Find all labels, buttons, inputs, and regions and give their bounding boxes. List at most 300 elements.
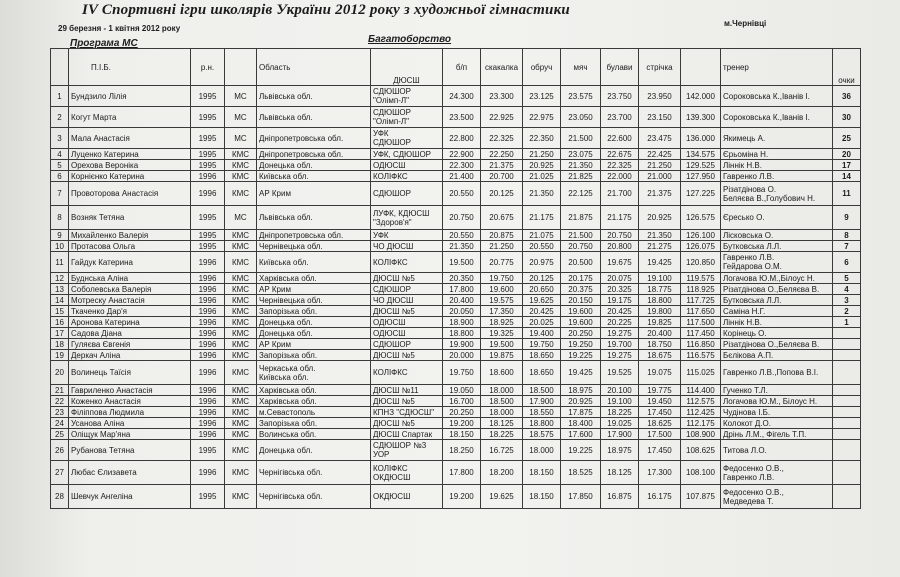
team-points bbox=[833, 339, 861, 350]
table-row bbox=[51, 107, 861, 128]
score-clubs: 22.000 bbox=[601, 171, 639, 182]
score-ribbon: 19.425 bbox=[639, 252, 681, 273]
score-ribbon: 23.950 bbox=[639, 86, 681, 107]
score-ribbon: 19.825 bbox=[639, 317, 681, 328]
sport-rank: КМС bbox=[225, 317, 257, 328]
table-row bbox=[51, 171, 861, 182]
table-row bbox=[51, 252, 861, 273]
athlete-name: Філіппова Людмила bbox=[69, 407, 191, 418]
score-bp: 20.350 bbox=[443, 273, 481, 284]
coach bbox=[721, 182, 833, 206]
team-points: 20 bbox=[833, 149, 861, 160]
score-bp: 22.300 bbox=[443, 160, 481, 171]
school-line: ЧО ДЮСШ bbox=[373, 295, 414, 305]
region bbox=[257, 418, 371, 429]
school bbox=[371, 385, 443, 396]
table-row bbox=[51, 128, 861, 149]
school-line: ДЮСШ №5 bbox=[373, 273, 415, 283]
score-ribbon: 16.175 bbox=[639, 485, 681, 509]
sport-rank: КМС bbox=[225, 160, 257, 171]
athlete-name: Корнієнко Катерина bbox=[69, 171, 191, 182]
coach-line: Різатдінова О. bbox=[723, 184, 777, 194]
birth-year: 1996 bbox=[191, 295, 225, 306]
score-bp: 20.400 bbox=[443, 295, 481, 306]
score-ribbon: 21.000 bbox=[639, 171, 681, 182]
score-ribbon: 23.475 bbox=[639, 128, 681, 149]
score-ball: 23.575 bbox=[561, 86, 601, 107]
sport-rank: КМС bbox=[225, 396, 257, 407]
score-ball: 19.250 bbox=[561, 339, 601, 350]
row-number: 24 bbox=[51, 418, 69, 429]
school bbox=[371, 440, 443, 461]
coach bbox=[721, 317, 833, 328]
region bbox=[257, 128, 371, 149]
score-hoop: 18.650 bbox=[523, 361, 561, 385]
birth-year: 1995 bbox=[191, 230, 225, 241]
region-line: Львівська обл. bbox=[259, 213, 313, 222]
region-line: Черкаська обл. bbox=[259, 363, 316, 373]
athlete-name: Коженко Анастасія bbox=[69, 396, 191, 407]
team-points bbox=[833, 396, 861, 407]
row-number: 11 bbox=[51, 252, 69, 273]
total-score: 136.000 bbox=[681, 128, 721, 149]
row-number: 20 bbox=[51, 361, 69, 385]
sport-rank: КМС bbox=[225, 149, 257, 160]
sport-rank: КМС bbox=[225, 230, 257, 241]
school-line: УФК bbox=[373, 230, 389, 240]
coach bbox=[721, 295, 833, 306]
score-rope: 20.775 bbox=[481, 252, 523, 273]
score-ribbon: 18.675 bbox=[639, 350, 681, 361]
region-line: Київська обл. bbox=[259, 257, 309, 267]
region bbox=[257, 461, 371, 485]
score-clubs: 19.275 bbox=[601, 328, 639, 339]
birth-year: 1996 bbox=[191, 328, 225, 339]
score-clubs: 17.900 bbox=[601, 429, 639, 440]
birth-year: 1995 bbox=[191, 206, 225, 230]
score-hoop: 21.025 bbox=[523, 171, 561, 182]
coach-line: Логачова Ю.М., Білоус Н. bbox=[723, 396, 818, 406]
score-ribbon: 21.350 bbox=[639, 230, 681, 241]
score-rope: 18.600 bbox=[481, 361, 523, 385]
score-ribbon: 19.100 bbox=[639, 273, 681, 284]
coach-line: Ліннік Н.В. bbox=[723, 160, 762, 170]
total-score: 117.450 bbox=[681, 328, 721, 339]
score-ball: 20.150 bbox=[561, 295, 601, 306]
score-bp: 19.200 bbox=[443, 418, 481, 429]
score-ribbon: 21.375 bbox=[639, 182, 681, 206]
region bbox=[257, 485, 371, 509]
table-row bbox=[51, 396, 861, 407]
row-number: 23 bbox=[51, 407, 69, 418]
school bbox=[371, 149, 443, 160]
sport-rank: КМС bbox=[225, 350, 257, 361]
coach bbox=[721, 306, 833, 317]
coach-line: Лісковська О. bbox=[723, 230, 774, 240]
score-hoop: 22.350 bbox=[523, 128, 561, 149]
score-clubs: 18.975 bbox=[601, 440, 639, 461]
coach bbox=[721, 86, 833, 107]
score-hoop: 21.250 bbox=[523, 149, 561, 160]
school-line: ДЮСШ №5 bbox=[373, 350, 415, 360]
athlete-name: Буднська Аліна bbox=[69, 273, 191, 284]
school-line: ОДЮСШ bbox=[373, 317, 406, 327]
row-number: 22 bbox=[51, 396, 69, 407]
score-rope: 20.675 bbox=[481, 206, 523, 230]
score-ball: 21.350 bbox=[561, 160, 601, 171]
score-clubs: 19.525 bbox=[601, 361, 639, 385]
coach-line: Сороковська К.,Іванів І. bbox=[723, 112, 810, 122]
score-clubs: 18.225 bbox=[601, 407, 639, 418]
coach-line: Гавренко Л.В. bbox=[723, 253, 775, 262]
athlete-name: Аронова Катерина bbox=[69, 317, 191, 328]
athlete-name: Соболевська Валерія bbox=[69, 284, 191, 295]
team-points: 5 bbox=[833, 273, 861, 284]
coach-line: Гейдарова О.М. bbox=[723, 262, 782, 271]
team-points: 11 bbox=[833, 182, 861, 206]
school bbox=[371, 461, 443, 485]
birth-year: 1996 bbox=[191, 461, 225, 485]
row-number: 1 bbox=[51, 86, 69, 107]
row-number: 14 bbox=[51, 295, 69, 306]
sport-rank: КМС bbox=[225, 407, 257, 418]
school bbox=[371, 171, 443, 182]
region bbox=[257, 160, 371, 171]
score-ribbon: 19.075 bbox=[639, 361, 681, 385]
region bbox=[257, 241, 371, 252]
score-clubs: 20.325 bbox=[601, 284, 639, 295]
total-score: 142.000 bbox=[681, 86, 721, 107]
school bbox=[371, 407, 443, 418]
school bbox=[371, 339, 443, 350]
score-bp: 20.050 bbox=[443, 306, 481, 317]
score-hoop: 19.400 bbox=[523, 328, 561, 339]
athlete-name: Рубанова Тетяна bbox=[69, 440, 191, 461]
row-number: 9 bbox=[51, 230, 69, 241]
table-row bbox=[51, 440, 861, 461]
total-score: 117.650 bbox=[681, 306, 721, 317]
region-line: АР Крим bbox=[259, 339, 291, 349]
school bbox=[371, 230, 443, 241]
coach-line: Ліннік Н.В. bbox=[723, 317, 762, 327]
score-bp: 17.800 bbox=[443, 461, 481, 485]
col-ball: мяч bbox=[561, 49, 601, 86]
event-city: м.Чернівці bbox=[724, 19, 767, 28]
coach-line: Титова Л.О. bbox=[723, 445, 767, 455]
col-ribbon: стрічка bbox=[639, 49, 681, 86]
table-row bbox=[51, 273, 861, 284]
score-clubs: 23.700 bbox=[601, 107, 639, 128]
score-clubs: 20.075 bbox=[601, 273, 639, 284]
school bbox=[371, 182, 443, 206]
row-number: 12 bbox=[51, 273, 69, 284]
coach bbox=[721, 328, 833, 339]
athlete-name: Провоторова Анастасія bbox=[69, 182, 191, 206]
score-ball: 21.875 bbox=[561, 206, 601, 230]
sport-rank: КМС bbox=[225, 385, 257, 396]
birth-year: 1995 bbox=[191, 128, 225, 149]
score-bp: 19.900 bbox=[443, 339, 481, 350]
region-line: Дніпропетровська обл. bbox=[259, 133, 344, 143]
team-points: 8 bbox=[833, 230, 861, 241]
coach bbox=[721, 440, 833, 461]
table-row bbox=[51, 284, 861, 295]
score-rope: 19.500 bbox=[481, 339, 523, 350]
region-line: Дніпропетровська обл. bbox=[259, 230, 344, 240]
score-rope: 19.750 bbox=[481, 273, 523, 284]
region-line: Волинська обл. bbox=[259, 429, 317, 439]
school bbox=[371, 295, 443, 306]
team-points: 17 bbox=[833, 160, 861, 171]
row-number: 28 bbox=[51, 485, 69, 509]
region bbox=[257, 86, 371, 107]
school-line: ДЮСШ №5 bbox=[373, 418, 415, 428]
sport-rank: КМС bbox=[225, 339, 257, 350]
athlete-name: Когут Марта bbox=[69, 107, 191, 128]
score-hoop: 18.575 bbox=[523, 429, 561, 440]
coach bbox=[721, 252, 833, 273]
row-number: 13 bbox=[51, 284, 69, 295]
sport-rank: КМС bbox=[225, 328, 257, 339]
total-score: 117.500 bbox=[681, 317, 721, 328]
score-clubs: 19.275 bbox=[601, 350, 639, 361]
coach bbox=[721, 339, 833, 350]
score-hoop: 22.975 bbox=[523, 107, 561, 128]
score-ribbon: 17.450 bbox=[639, 407, 681, 418]
score-clubs: 20.750 bbox=[601, 230, 639, 241]
score-bp: 22.800 bbox=[443, 128, 481, 149]
school bbox=[371, 206, 443, 230]
score-ball: 18.400 bbox=[561, 418, 601, 429]
score-ball: 21.825 bbox=[561, 171, 601, 182]
school-line: СДЮШОР bbox=[373, 339, 411, 349]
score-hoop: 20.925 bbox=[523, 160, 561, 171]
score-ribbon: 17.300 bbox=[639, 461, 681, 485]
region bbox=[257, 295, 371, 306]
school-line: ДЮСШ №11 bbox=[373, 385, 419, 395]
score-clubs: 19.100 bbox=[601, 396, 639, 407]
score-clubs: 20.425 bbox=[601, 306, 639, 317]
school-line: "Олімп-Л" bbox=[373, 117, 410, 126]
school bbox=[371, 86, 443, 107]
row-number: 10 bbox=[51, 241, 69, 252]
sport-rank: КМС bbox=[225, 241, 257, 252]
score-clubs: 22.325 bbox=[601, 160, 639, 171]
sport-rank: КМС bbox=[225, 429, 257, 440]
score-bp: 16.700 bbox=[443, 396, 481, 407]
region-line: Запорізька обл. bbox=[259, 350, 318, 360]
score-hoop: 20.125 bbox=[523, 273, 561, 284]
total-score: 126.575 bbox=[681, 206, 721, 230]
total-score: 129.525 bbox=[681, 160, 721, 171]
school bbox=[371, 252, 443, 273]
score-hoop: 21.350 bbox=[523, 182, 561, 206]
col-rope: скакалка bbox=[481, 49, 523, 86]
score-bp: 20.550 bbox=[443, 182, 481, 206]
score-hoop: 20.650 bbox=[523, 284, 561, 295]
school bbox=[371, 160, 443, 171]
region bbox=[257, 230, 371, 241]
score-rope: 19.625 bbox=[481, 485, 523, 509]
coach-line: Бєлікова А.П. bbox=[723, 350, 774, 360]
coach-line: Сороковська К.,Іванів І. bbox=[723, 91, 810, 101]
region-line: Донецька обл. bbox=[259, 328, 313, 338]
score-ribbon: 18.625 bbox=[639, 418, 681, 429]
score-bp: 22.900 bbox=[443, 149, 481, 160]
score-hoop: 18.650 bbox=[523, 350, 561, 361]
region bbox=[257, 317, 371, 328]
col-total bbox=[681, 49, 721, 86]
sport-rank: КМС bbox=[225, 273, 257, 284]
birth-year: 1995 bbox=[191, 485, 225, 509]
team-points: 25 bbox=[833, 128, 861, 149]
region-line: Харківська обл. bbox=[259, 396, 317, 406]
school-line: КОЛІФКС bbox=[373, 171, 408, 181]
school bbox=[371, 306, 443, 317]
row-number: 15 bbox=[51, 306, 69, 317]
col-region: Область bbox=[257, 49, 371, 86]
score-clubs: 20.225 bbox=[601, 317, 639, 328]
region-line: АР Крим bbox=[259, 284, 291, 294]
sport-rank: МС bbox=[225, 206, 257, 230]
birth-year: 1996 bbox=[191, 350, 225, 361]
school-line: СДЮШОР bbox=[373, 284, 411, 294]
coach bbox=[721, 385, 833, 396]
table-row bbox=[51, 485, 861, 509]
table-row bbox=[51, 206, 861, 230]
coach bbox=[721, 273, 833, 284]
col-rank bbox=[225, 49, 257, 86]
coach bbox=[721, 407, 833, 418]
score-ball: 18.975 bbox=[561, 385, 601, 396]
score-bp: 19.750 bbox=[443, 361, 481, 385]
col-points: очки bbox=[833, 49, 861, 86]
coach-line: Якимець А. bbox=[723, 133, 766, 143]
score-rope: 22.325 bbox=[481, 128, 523, 149]
athlete-name: Садова Діана bbox=[69, 328, 191, 339]
team-points bbox=[833, 429, 861, 440]
score-bp: 19.050 bbox=[443, 385, 481, 396]
birth-year: 1996 bbox=[191, 284, 225, 295]
score-ball: 19.425 bbox=[561, 361, 601, 385]
birth-year: 1996 bbox=[191, 252, 225, 273]
score-ribbon: 22.425 bbox=[639, 149, 681, 160]
region bbox=[257, 440, 371, 461]
birth-year: 1996 bbox=[191, 182, 225, 206]
score-rope: 22.250 bbox=[481, 149, 523, 160]
region bbox=[257, 182, 371, 206]
birth-year: 1996 bbox=[191, 171, 225, 182]
score-ball: 21.500 bbox=[561, 128, 601, 149]
table-row bbox=[51, 241, 861, 252]
school bbox=[371, 429, 443, 440]
coach bbox=[721, 149, 833, 160]
score-rope: 20.700 bbox=[481, 171, 523, 182]
region-line: Дніпропетровська обл. bbox=[259, 149, 344, 159]
team-points bbox=[833, 385, 861, 396]
athlete-name: Любас Єлизавета bbox=[69, 461, 191, 485]
total-score: 108.900 bbox=[681, 429, 721, 440]
score-hoop: 19.625 bbox=[523, 295, 561, 306]
sport-rank: КМС bbox=[225, 418, 257, 429]
score-bp: 20.750 bbox=[443, 206, 481, 230]
section-label: Багатоборство bbox=[368, 34, 452, 45]
total-score: 127.950 bbox=[681, 171, 721, 182]
col-name: П.І.Б. bbox=[69, 49, 191, 86]
school-line: ОДЮСШ bbox=[373, 160, 406, 170]
score-rope: 18.200 bbox=[481, 461, 523, 485]
row-number: 6 bbox=[51, 171, 69, 182]
table-row bbox=[51, 317, 861, 328]
coach bbox=[721, 230, 833, 241]
score-clubs: 21.700 bbox=[601, 182, 639, 206]
region-line: Донецька обл. bbox=[259, 317, 313, 327]
sport-rank: МС bbox=[225, 86, 257, 107]
school-line: КОЛІФКС bbox=[373, 368, 408, 377]
region-line: Чернігівська обл. bbox=[259, 468, 323, 477]
coach-line: Саміна Н.Г. bbox=[723, 306, 766, 316]
score-ribbon: 17.500 bbox=[639, 429, 681, 440]
school bbox=[371, 418, 443, 429]
coach bbox=[721, 429, 833, 440]
school bbox=[371, 350, 443, 361]
score-bp: 18.150 bbox=[443, 429, 481, 440]
table-row bbox=[51, 418, 861, 429]
coach-line: Дрінь Л.М., Фігель Т.П. bbox=[723, 429, 807, 439]
coach bbox=[721, 461, 833, 485]
total-score: 116.575 bbox=[681, 350, 721, 361]
coach-line: Єресько О. bbox=[723, 213, 765, 222]
score-ball: 23.075 bbox=[561, 149, 601, 160]
school-line: ЧО ДЮСШ bbox=[373, 241, 414, 251]
score-rope: 17.350 bbox=[481, 306, 523, 317]
score-hoop: 19.750 bbox=[523, 339, 561, 350]
score-rope: 22.925 bbox=[481, 107, 523, 128]
score-rope: 21.250 bbox=[481, 241, 523, 252]
row-number: 7 bbox=[51, 182, 69, 206]
team-points bbox=[833, 418, 861, 429]
score-ribbon: 21.275 bbox=[639, 241, 681, 252]
table-row bbox=[51, 86, 861, 107]
region bbox=[257, 385, 371, 396]
table-row bbox=[51, 306, 861, 317]
birth-year: 1996 bbox=[191, 385, 225, 396]
score-ball: 20.375 bbox=[561, 284, 601, 295]
score-hoop: 23.125 bbox=[523, 86, 561, 107]
score-hoop: 21.175 bbox=[523, 206, 561, 230]
coach bbox=[721, 350, 833, 361]
region bbox=[257, 206, 371, 230]
athlete-name: Волинець Таїсія bbox=[69, 361, 191, 385]
region bbox=[257, 149, 371, 160]
school-line: КПНЗ "СДЮСШ" bbox=[373, 407, 435, 417]
table-row bbox=[51, 385, 861, 396]
total-score: 126.100 bbox=[681, 230, 721, 241]
score-rope: 21.375 bbox=[481, 160, 523, 171]
score-hoop: 20.550 bbox=[523, 241, 561, 252]
region bbox=[257, 407, 371, 418]
table-row bbox=[51, 361, 861, 385]
score-ball: 20.925 bbox=[561, 396, 601, 407]
team-points bbox=[833, 328, 861, 339]
school-line: ОКДЮСШ bbox=[373, 472, 411, 482]
col-clubs: булави bbox=[601, 49, 639, 86]
coach bbox=[721, 485, 833, 509]
event-dates: 29 березня - 1 квітня 2012 року bbox=[58, 24, 181, 33]
school bbox=[371, 361, 443, 385]
score-clubs: 19.700 bbox=[601, 339, 639, 350]
sport-rank: КМС bbox=[225, 182, 257, 206]
